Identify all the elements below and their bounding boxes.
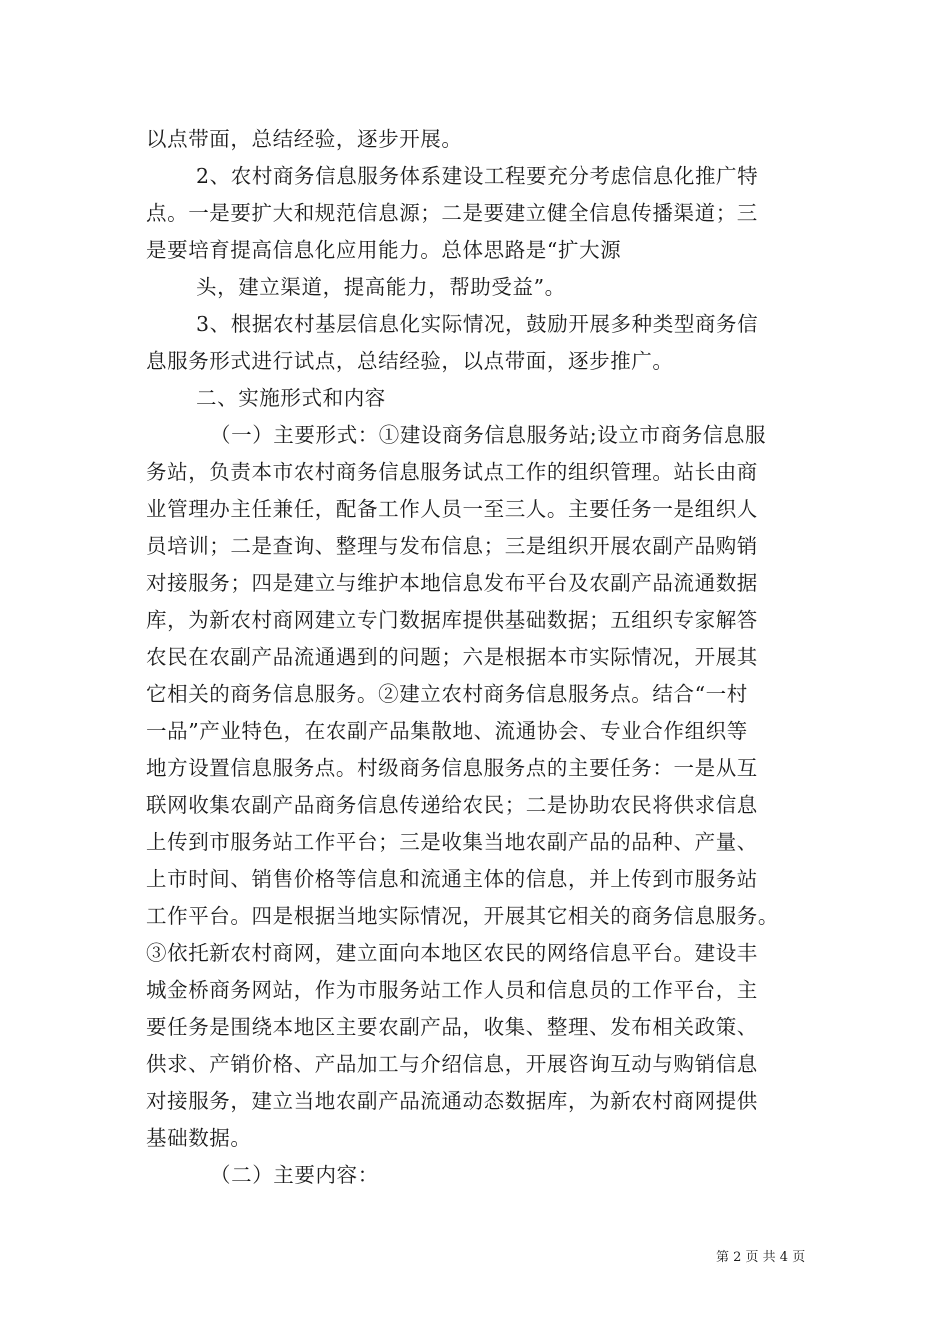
text-line: 上市时间、销售价格等信息和流通主体的信息，并上传到市服务站 <box>146 867 758 891</box>
text-line: 对接服务，建立当地农副产品流通动态数据库，为新农村商网提供 <box>146 1089 758 1113</box>
text-line: 2、农村商务信息服务体系建设工程要充分考虑信息化推广特 <box>196 164 759 188</box>
text-line: ③依托新农村商网，建立面向本地区农民的网络信息平台。建设丰 <box>146 941 758 965</box>
text-line: 以点带面，总结经验，逐步开展。 <box>146 127 463 151</box>
text-line: 农民在农副产品流通遇到的问题；六是根据本市实际情况，开展其 <box>146 645 758 669</box>
text-line: 供求、产销价格、产品加工与介绍信息，开展咨询互动与购销信息 <box>146 1052 758 1076</box>
text-line: 息服务形式进行试点，总结经验，以点带面，逐步推广。 <box>146 349 674 373</box>
text-line: 务站，负责本市农村商务信息服务试点工作的组织管理。站长由商 <box>146 460 758 484</box>
text-line: 基础数据。 <box>146 1126 252 1150</box>
text-line: 要任务是围绕本地区主要农副产品，收集、整理、发布相关政策、 <box>146 1015 758 1039</box>
text-line: 上传到市服务站工作平台；三是收集当地农副产品的品种、产量、 <box>146 830 758 854</box>
text-line: 员培训；二是查询、整理与发布信息；三是组织开展农副产品购销 <box>146 534 758 558</box>
text-line: 一品”产业特色，在农副产品集散地、流通协会、专业合作组织等 <box>146 719 748 743</box>
page-number: 第 2 页 共 4 页 <box>716 1250 806 1265</box>
text-line: 地方设置信息服务点。村级商务信息服务点的主要任务：一是从互 <box>146 756 758 780</box>
text-line: 它相关的商务信息服务。②建立农村商务信息服务点。结合“一村 <box>146 682 748 706</box>
text-line: 是要培育提高信息化应用能力。总体思路是“扩大源 <box>146 238 622 262</box>
text-line: 点。一是要扩大和规范信息源；二是要建立健全信息传播渠道；三 <box>146 201 758 225</box>
text-line: 城金桥商务网站，作为市服务站工作人员和信息员的工作平台，主 <box>146 978 758 1002</box>
section-heading: 二、实施形式和内容 <box>196 386 386 410</box>
text-line: 联网收集农副产品商务信息传递给农民；二是协助农民将供求信息 <box>146 793 758 817</box>
text-line: （一）主要形式：①建设商务信息服务站;设立市商务信息服 <box>210 423 767 447</box>
text-line: 工作平台。四是根据当地实际情况，开展其它相关的商务信息服务。 <box>146 904 779 928</box>
text-line: 库，为新农村商网建立专门数据库提供基础数据；五组织专家解答 <box>146 608 758 632</box>
text-line: 3、根据农村基层信息化实际情况，鼓励开展多种类型商务信 <box>196 312 759 336</box>
text-line: 头，建立渠道，提高能力，帮助受益”。 <box>196 275 566 299</box>
text-line: 业管理办主任兼任，配备工作人员一至三人。主要任务一是组织人 <box>146 497 758 521</box>
subsection-heading: （二）主要内容： <box>210 1163 379 1187</box>
text-line: 对接服务；四是建立与维护本地信息发布平台及农副产品流通数据 <box>146 571 758 595</box>
